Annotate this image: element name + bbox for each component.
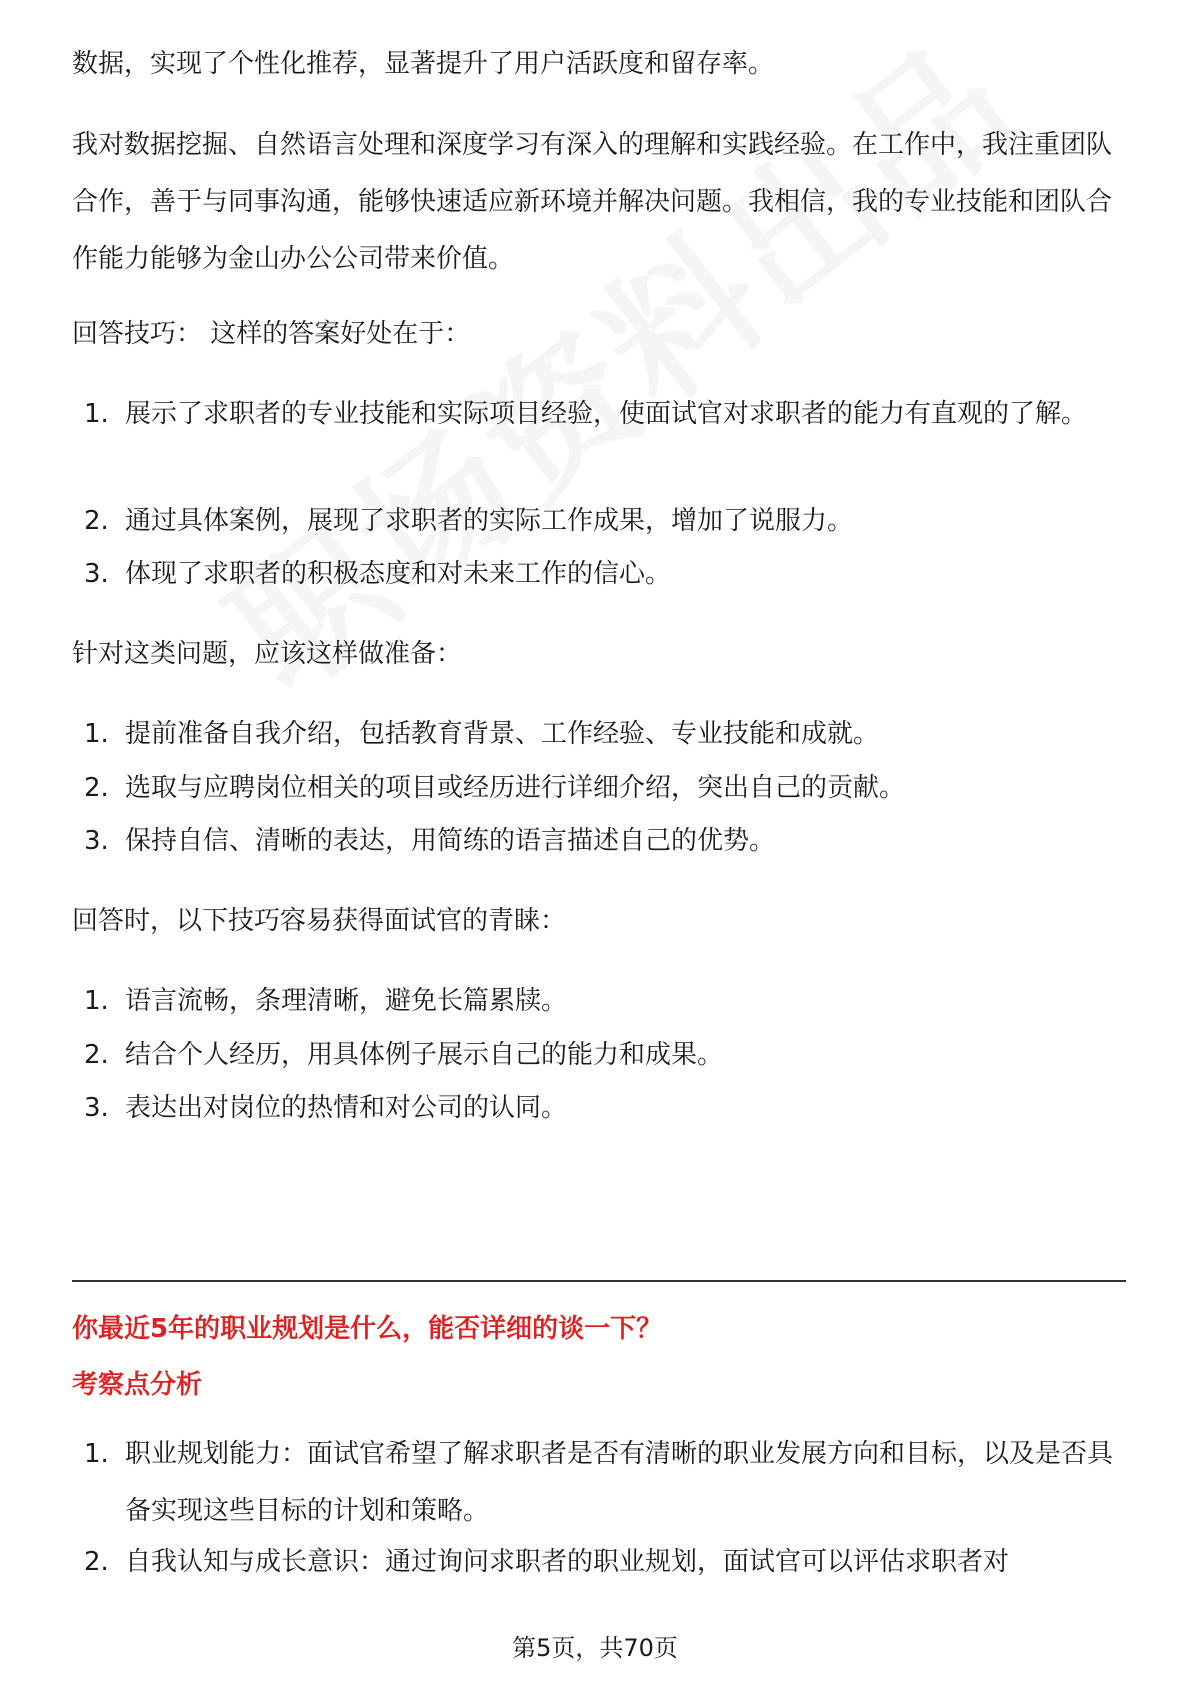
favor-heading: 回答时，以下技巧容易获得面试官的青睐：: [72, 906, 567, 936]
watermark: [180, 0, 1051, 730]
list-number: 3.: [84, 559, 109, 589]
analysis-heading: 考察点分析: [72, 1370, 203, 1400]
list-number: 2.: [84, 773, 109, 803]
list-number: 3.: [84, 826, 109, 856]
page-number: 第5页，共70页: [512, 1634, 678, 1662]
list-text: 体现了求职者的积极态度和对未来工作的信心。: [125, 559, 672, 589]
list-text: 自我认知与成长意识：通过询问求职者的职业规划，面试官可以评估求职者对: [125, 1547, 1010, 1577]
prep-heading: 针对这类问题，应该这样做准备：: [72, 639, 463, 669]
list-number: 3.: [84, 1093, 109, 1123]
section-divider: [72, 1280, 1126, 1282]
tips-heading: 回答技巧： 这样的答案好处在于：: [72, 319, 471, 349]
list-number: 1.: [84, 399, 109, 429]
list-number: 2.: [84, 1547, 109, 1577]
list-text: 表达出对岗位的热情和对公司的认同。: [125, 1093, 568, 1123]
question-title: 你最近5年的职业规划是什么，能否详细的谈一下？: [72, 1314, 663, 1344]
list-text: 语言流畅，条理清晰，避免长篇累牍。: [125, 986, 568, 1016]
list-text: 通过具体案例，展现了求职者的实际工作成果，增加了说服力。: [125, 506, 854, 536]
list-text: 展示了求职者的专业技能和实际项目经验，使面试官对求职者的能力有直观的了解。: [125, 399, 1088, 429]
list-text: 提前准备自我介绍，包括教育背景、工作经验、专业技能和成就。: [125, 719, 880, 749]
list-number: 1.: [84, 986, 109, 1016]
paragraph-skills: 我对数据挖掘、自然语言处理和深度学习有深入的理解和实践经验。在工作中，我注重团队合作，善于与同事沟通，能够快速适应新环境并解决问题。我相信，我的专业技能和团队合作能力能够为金山办公公司带来价值。: [72, 130, 1113, 274]
paragraph-continued: 数据，实现了个性化推荐，显著提升了用户活跃度和留存率。: [72, 49, 775, 79]
list-text: 选取与应聘岗位相关的项目或经历进行详细介绍，突出自己的贡献。: [125, 773, 906, 803]
list-text: 结合个人经历，用具体例子展示自己的能力和成果。: [125, 1040, 724, 1070]
list-number: 1.: [84, 719, 109, 749]
list-number: 1.: [84, 1439, 109, 1469]
list-number: 2.: [84, 1040, 109, 1070]
list-text: 保持自信、清晰的表达，用简练的语言描述自己的优势。: [125, 826, 776, 856]
list-text: 职业规划能力：面试官希望了解求职者是否有清晰的职业发展方向和目标，以及是否具备实现这些目标的计划和策略。: [125, 1439, 1114, 1526]
list-number: 2.: [84, 506, 109, 536]
